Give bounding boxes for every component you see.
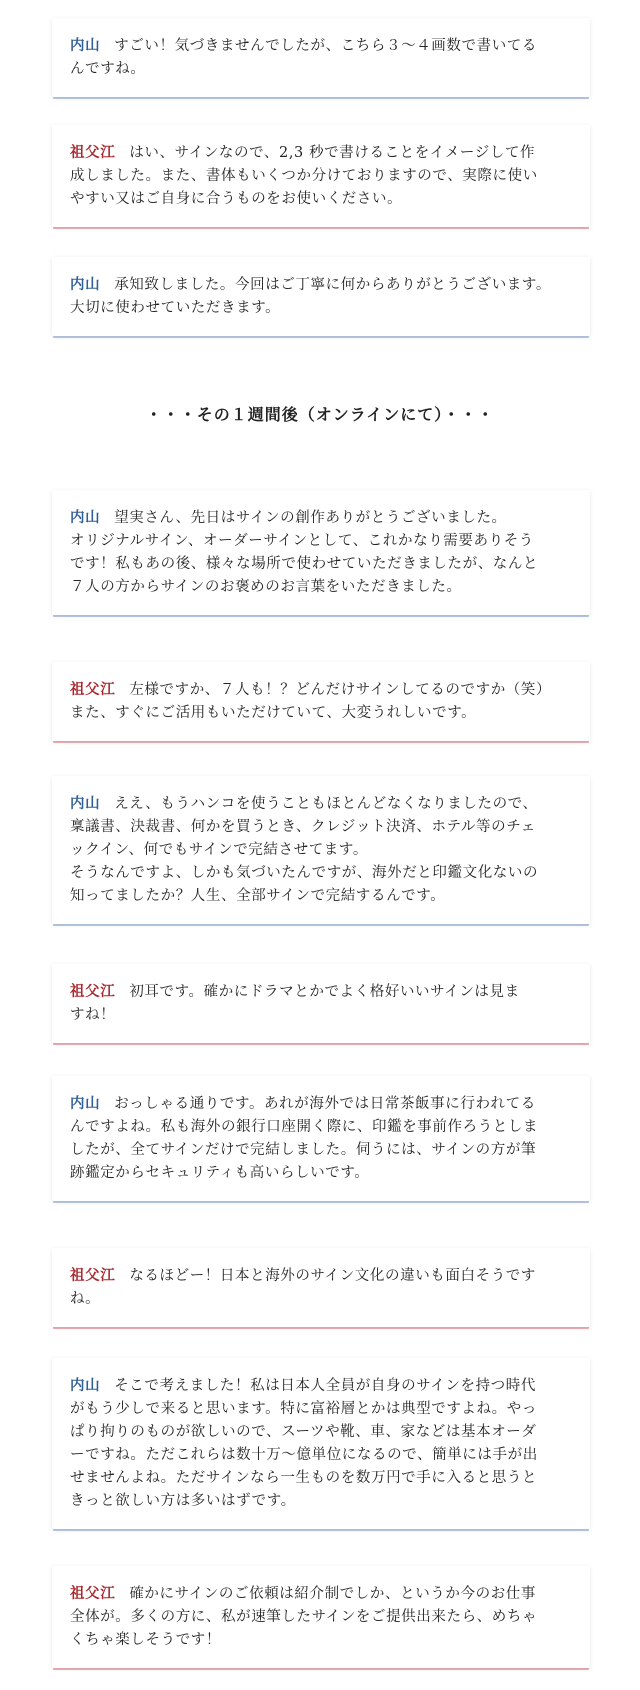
- message-line: [70, 792, 572, 816]
- message-line: すね！: [70, 1007, 116, 1023]
- message-card: [52, 18, 590, 97]
- message-line: 全体が。多くの方に、私が速筆したサインをご提供出来たら、めちゃ: [70, 1609, 538, 1625]
- message-line: [70, 1264, 572, 1288]
- message-card: [52, 776, 590, 924]
- message-line: せませんよね。ただサインなら一生ものを数万円で手に入ると思うと: [70, 1470, 538, 1486]
- message-card: [52, 964, 590, 1043]
- message-line: んですね。: [70, 61, 146, 77]
- speaker-name: 内山: [70, 1377, 101, 1394]
- message-text: 確かにサインのご依頼は紹介制でしか、というか今のお仕事: [129, 1586, 536, 1602]
- speaker-name: 内山: [70, 1095, 101, 1112]
- message-line: [70, 506, 572, 530]
- message-line: [70, 34, 572, 58]
- message-card: [52, 1076, 590, 1201]
- message-text: すごい！気づきませんでしたが、こちら３〜４画数で書いてる: [114, 38, 538, 54]
- message-text: そこで考えました！私は日本人全員が自身のサインを持つ時代: [114, 1378, 536, 1394]
- message-line: [70, 1374, 572, 1398]
- message-card: [52, 1248, 590, 1327]
- message-line: オリジナルサイン、オーダーサインとして、これかなり需要ありそう: [70, 533, 534, 549]
- message-line: ７人の方からサインのお褒めのお言葉をいただきました。: [70, 579, 462, 595]
- speaker-name: 祖父江: [70, 144, 116, 161]
- speaker-name: 祖父江: [70, 681, 116, 698]
- message-line: です！私もあの後、様々な場所で使わせていただきましたが、なんと: [70, 556, 539, 572]
- speaker-name: 祖父江: [70, 983, 116, 1000]
- message-text: 初耳です。確かにドラマとかでよく格好いいサインは見ま: [129, 984, 520, 1000]
- message-line: 大切に使わせていただきます。: [70, 300, 281, 316]
- message-line: 稟議書、決裁書、何かを買うとき、クレジット決済、ホテル等のチェ: [70, 819, 536, 835]
- message-line: きっと欲しい方は多いはずです。: [70, 1493, 296, 1509]
- message-line: くちゃ楽しそうです！: [70, 1632, 221, 1648]
- message-line: ーですね。ただこれらは数十万〜億単位になるので、簡単には手が出: [70, 1447, 538, 1463]
- message-line: [70, 980, 572, 1004]
- message-line: 跡鑑定からセキュリティも高いらしいです。: [70, 1165, 370, 1181]
- message-line: [70, 1582, 572, 1606]
- message-line: んですよね。私も海外の銀行口座開く際に、印鑑を事前作ろうとしま: [70, 1119, 539, 1135]
- message-line: ぱり拘りのものが欲しいので、スーツや靴、車、家などは基本オーダ: [70, 1424, 537, 1440]
- message-line: そうなんですよ、しかも気づいたんですが、海外だと印鑑文化ないの: [70, 865, 539, 881]
- message-line: [70, 273, 572, 297]
- message-card: [52, 257, 590, 336]
- message-text: はい、サインなので、2,3 秒で書けることをイメージして作: [129, 145, 536, 161]
- message-text: なるほどー！日本と海外のサイン文化の違いも面白そうです: [129, 1268, 536, 1284]
- message-text: 望実さん、先日はサインの創作ありがとうございました。: [114, 510, 507, 526]
- message-line: ックイン、何でもサインで完結させてます。: [70, 842, 368, 858]
- message-text: 承知致しました。今回はご丁寧に何からありがとうございます。: [114, 277, 551, 293]
- speaker-name: 祖父江: [70, 1585, 116, 1602]
- message-line: 知ってましたか？人生、全部サインで完結するんです。: [70, 888, 446, 904]
- time-separator: ・・・その１週間後（オンラインにて）・・・: [145, 405, 495, 424]
- message-line: [70, 141, 572, 165]
- speaker-name: 内山: [70, 795, 101, 812]
- speaker-name: 内山: [70, 276, 101, 293]
- message-card: [52, 662, 590, 741]
- message-card: [52, 125, 590, 227]
- message-card: [52, 490, 590, 615]
- message-text: ええ、もうハンコを使うこともほとんどなくなりましたので、: [114, 796, 538, 812]
- speaker-name: 内山: [70, 37, 101, 54]
- message-line: ね。: [70, 1291, 101, 1307]
- message-text: おっしゃる通りです。あれが海外では日常茶飯事に行われてる: [114, 1096, 536, 1112]
- message-line: がもう少しで来ると思います。特に富裕層とかは典型ですよね。やっ: [70, 1401, 537, 1417]
- message-card: [52, 1566, 590, 1668]
- message-line: また、すぐにご活用もいただけていて、大変うれしいです。: [70, 705, 477, 721]
- message-card: [52, 1358, 590, 1529]
- message-line: したが、全てサインだけで完結しました。伺うには、サインの方が筆: [70, 1142, 537, 1158]
- speaker-name: 内山: [70, 509, 101, 526]
- message-text: 左様ですか、７人も！？どんだけサインしてるのですか（笑）: [129, 682, 552, 698]
- message-line: [70, 1092, 572, 1116]
- message-line: やすい又はご自身に合うものをお使いください。: [70, 191, 403, 207]
- message-line: [70, 678, 572, 702]
- speaker-name: 祖父江: [70, 1267, 116, 1284]
- message-line: 成しました。また、書体もいくつか分けておりますので、実際に使い: [70, 168, 538, 184]
